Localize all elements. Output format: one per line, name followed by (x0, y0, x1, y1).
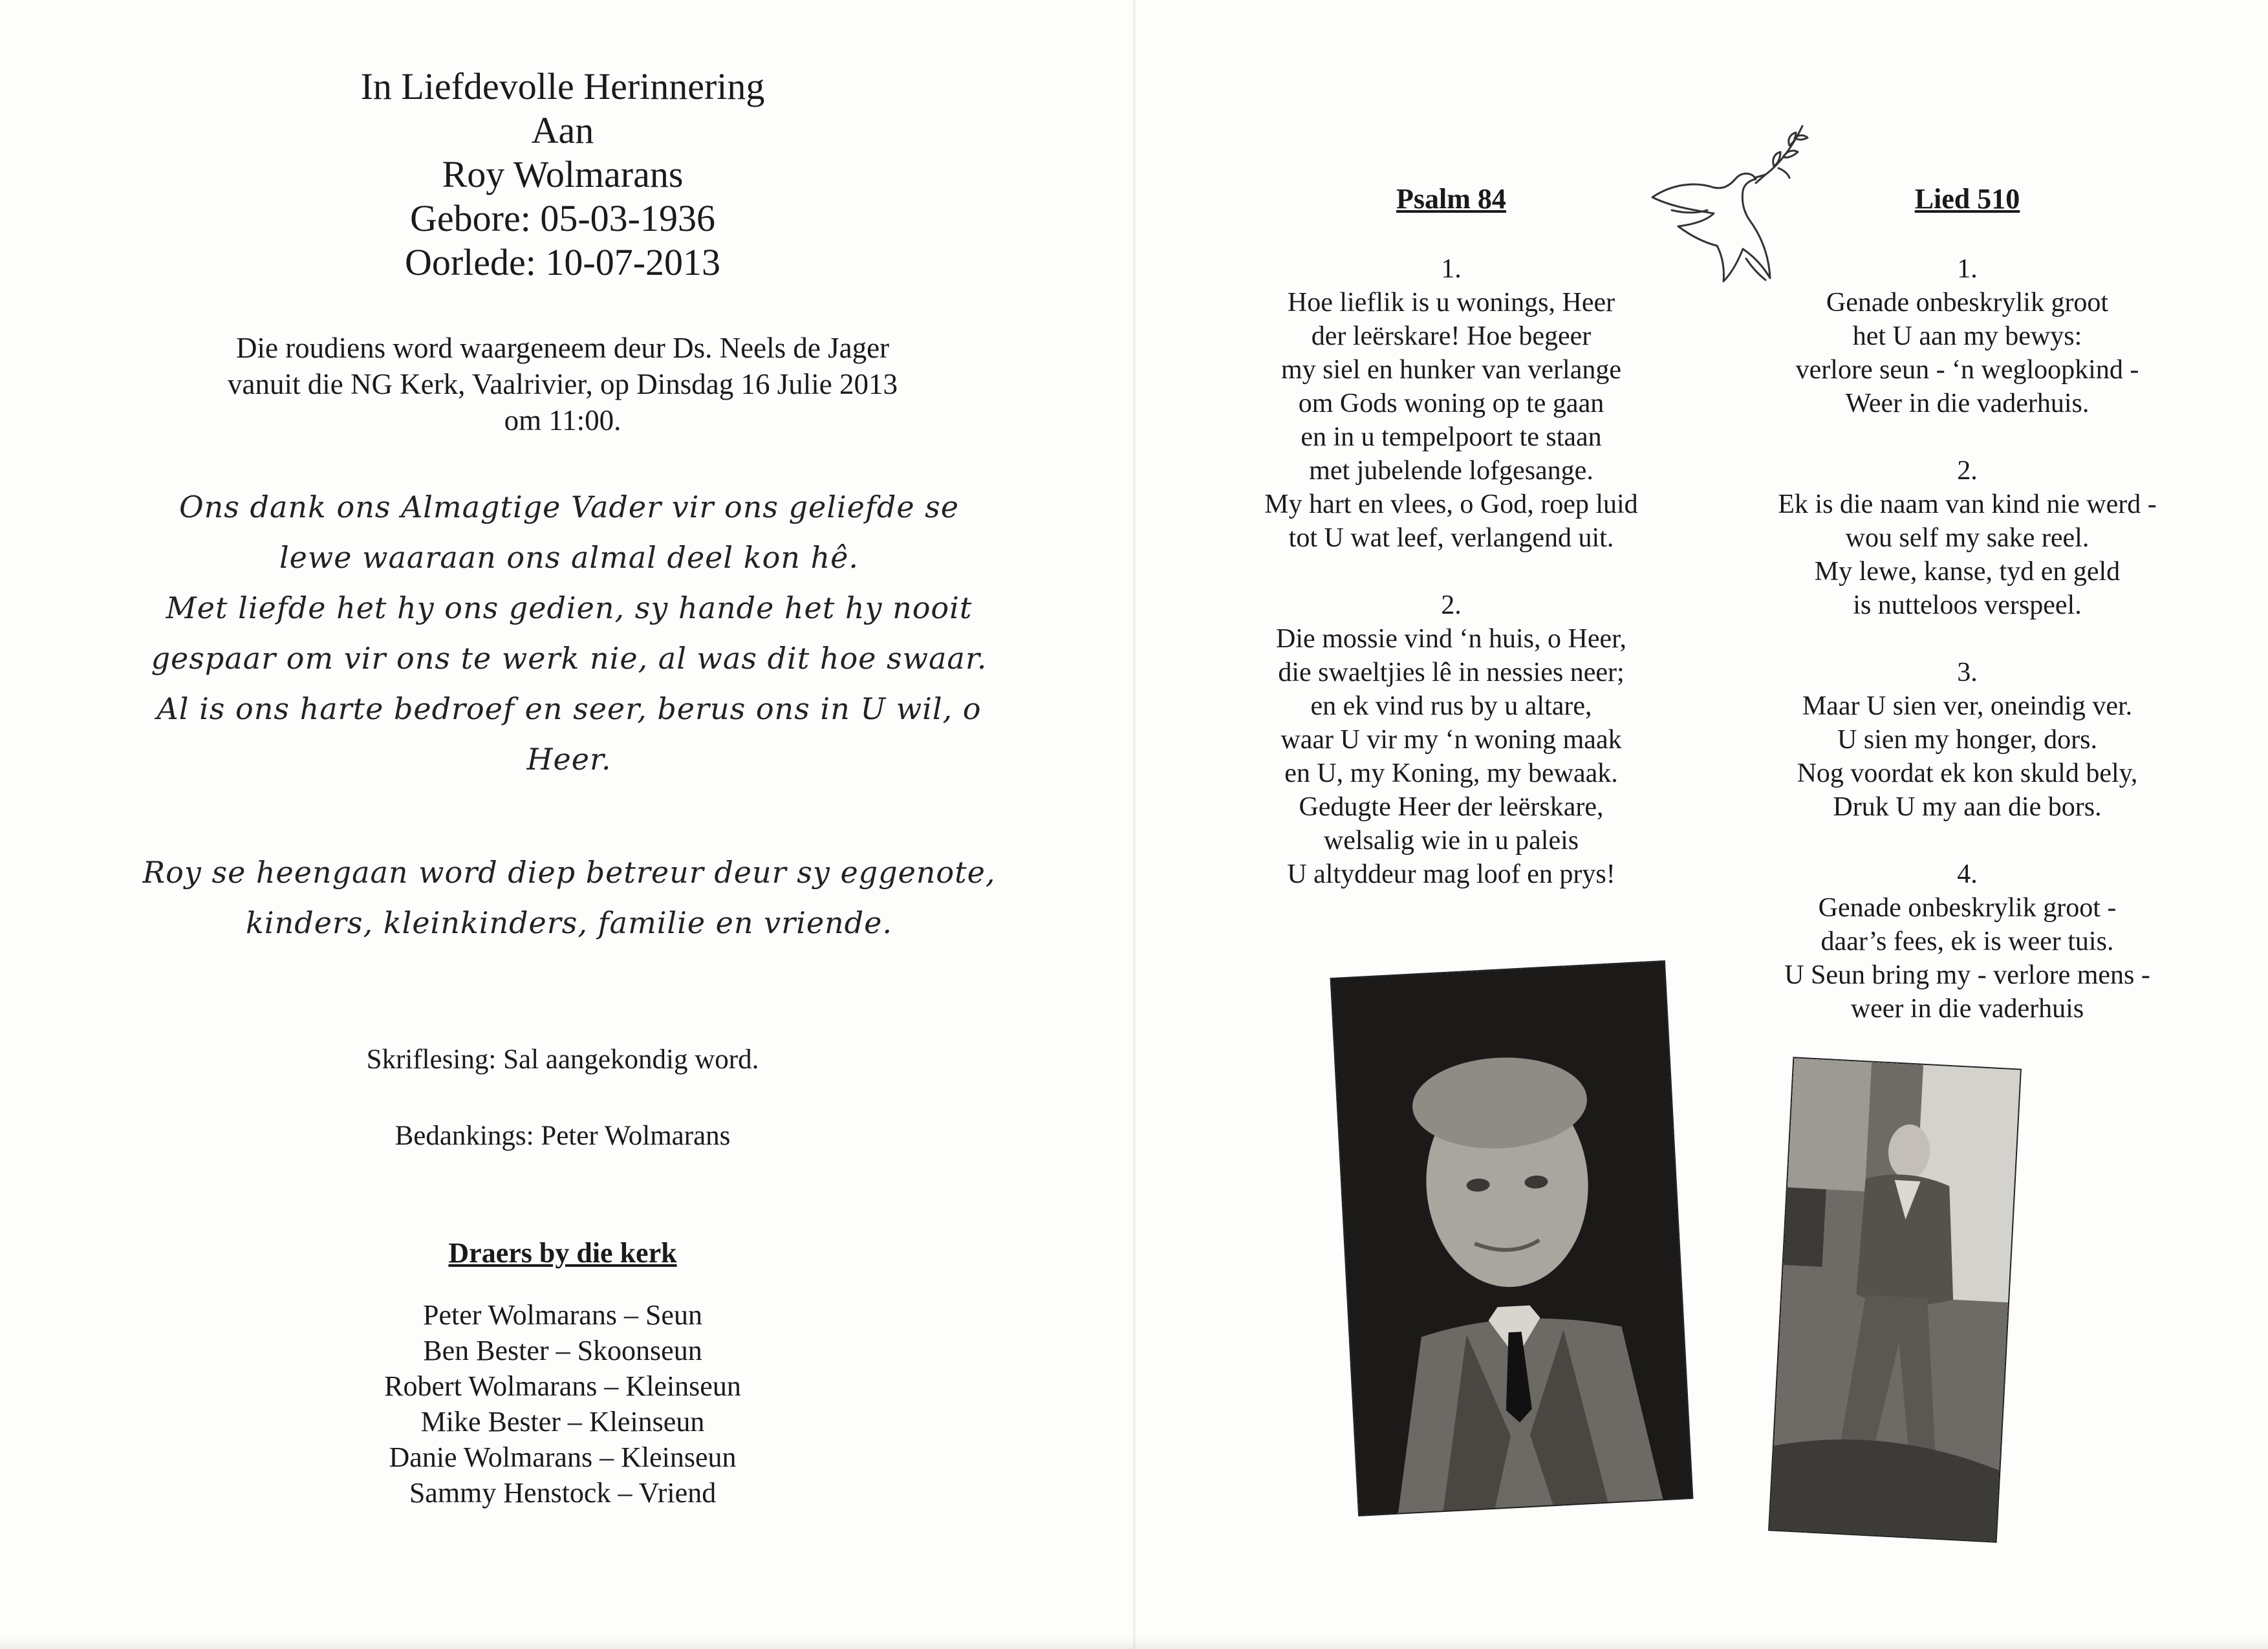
verse-line: is nutteloos verspeel. (1853, 590, 2082, 620)
script-line: Al is ons harte bedroef en seer, berus ons in U wil, o (157, 691, 982, 726)
hymn-title: Lied 510 (1914, 183, 2020, 215)
verse-line: om Gods woning op te gaan (1298, 389, 1604, 418)
service-line: vanuit die NG Kerk, Vaalrivier, op Dinsdag 16 Julie 2013 (228, 368, 898, 400)
verse-number: 2. (1957, 456, 1978, 486)
verse-line: Druk U my aan die bors. (1833, 792, 2102, 822)
verse-line: Maar U sien ver, oneindig ver. (1802, 691, 2133, 721)
verse-line: en in u tempelpoort te staan (1301, 422, 1602, 452)
verse-line: en ek vind rus by u altare, (1310, 691, 1592, 721)
verse-line: Hoe lieflik is u wonings, Heer (1287, 288, 1615, 318)
verse-line: U Seun bring my - verlore mens - (1784, 960, 2150, 990)
deceased-name: Roy Wolmarans (442, 153, 684, 195)
verse-line: My lewe, kanse, tyd en geld (1814, 557, 2121, 587)
verse-line: tot U wat leef, verlangend uit. (1288, 523, 1614, 553)
verse-line: Gedugte Heer der leërskare, (1299, 792, 1604, 822)
verse-line: daar’s fees, ek is weer tuis. (1820, 927, 2114, 956)
verse-line: Ek is die naam van kind nie werd - (1778, 490, 2157, 519)
service-line: om 11:00. (504, 404, 621, 436)
memorial-header (259, 65, 867, 285)
portrait-photo (1332, 962, 1692, 1515)
verse-line: wou self my sake reel. (1845, 523, 2090, 553)
service-line: Die roudiens word waargeneem deur Ds. Neels de Jager (235, 332, 890, 364)
verse-line: U sien my honger, dors. (1837, 725, 2097, 755)
verse-line: die swaeltjies lê in nessies neer; (1278, 658, 1625, 687)
verse-line: Nog voordat ek kon skuld bely, (1797, 759, 2138, 788)
verse-line: Die mossie vind ‘n huis, o Heer, (1276, 624, 1626, 654)
verse-line: weer in die vaderhuis (1850, 994, 2084, 1024)
verse-line: Genade onbeskrylik groot (1826, 288, 2109, 318)
verse-number: 4. (1957, 859, 1978, 889)
thanks-message (129, 482, 1009, 784)
verse-number: 1. (1957, 254, 1978, 284)
list-item: Ben Bester – Skoonseun (423, 1335, 702, 1366)
verse-line: welsalig wie in u paleis (1323, 826, 1579, 856)
scripture-reading: Skriflesing: Sal aangekondig word. (366, 1044, 759, 1075)
list-item: Sammy Henstock – Vriend (409, 1477, 717, 1509)
header-line: In Liefdevolle Herinnering (360, 65, 765, 107)
script-line: Ons dank ons Almagtige Vader vir ons geliefde se (178, 490, 960, 524)
birth-date: Gebore: 05-03-1936 (410, 197, 715, 239)
script-line: lewe waaraan ons almal deel kon hê. (279, 540, 859, 575)
verse-line: waar U vir my ‘n woning maak (1280, 725, 1622, 755)
verse-line: My hart en vlees, o God, roep luid (1264, 490, 1638, 519)
verse-line: en U, my Koning, my bewaak. (1284, 759, 1618, 788)
verse-line: met jubelende lofgesange. (1309, 456, 1593, 486)
verse-line: verlore seun - ‘n wegloopkind - (1795, 355, 2139, 385)
verse-line: U altyddeur mag loof en prys! (1287, 859, 1615, 889)
service-details (116, 330, 1009, 438)
thanks-line: Bedankings: Peter Wolmarans (394, 1121, 731, 1151)
script-line: Met liefde het hy ons gedien, sy hande het hy nooit (166, 590, 973, 625)
list-item: Mike Bester – Kleinseun (420, 1406, 705, 1438)
page-fold (1133, 0, 1136, 1649)
script-line: Heer. (526, 742, 612, 777)
list-item: Robert Wolmarans – Kleinseun (384, 1370, 741, 1402)
page-edge (0, 1636, 2268, 1649)
list-item: Peter Wolmarans – Seun (423, 1299, 702, 1331)
verse-line: der leërskare! Hoe begeer (1311, 321, 1592, 351)
hymn-verses (1676, 252, 2258, 1026)
script-line: kinders, kleinkinders, familie en vriende. (246, 905, 892, 940)
header-line: Aan (531, 109, 594, 151)
verse-number: 2. (1441, 590, 1462, 620)
verse-number: 1. (1441, 254, 1462, 284)
bearers-list (259, 1297, 867, 1511)
verse-line: het U aan my bewys: (1852, 321, 2082, 351)
psalm-title: Psalm 84 (1396, 183, 1506, 215)
list-item: Danie Wolmarans – Kleinseun (389, 1441, 737, 1473)
script-line: gespaar om vir ons te werk nie, al was dit hoe swaar. (151, 641, 988, 676)
bearers-title: Draers by die kerk (448, 1237, 677, 1269)
verse-line: my siel en hunker van verlange (1281, 355, 1621, 385)
verse-line: Genade onbeskrylik groot - (1818, 893, 2117, 923)
verse-line: Weer in die vaderhuis. (1845, 389, 2090, 418)
verse-number: 3. (1957, 658, 1978, 687)
death-date: Oorlede: 10-07-2013 (404, 241, 721, 283)
walking-photo (1769, 1058, 2020, 1541)
script-line: Roy se heengaan word diep betreur deur sy eggenote, (142, 855, 996, 890)
psalm-verses (1160, 252, 1742, 891)
mourned-message (129, 847, 1009, 948)
